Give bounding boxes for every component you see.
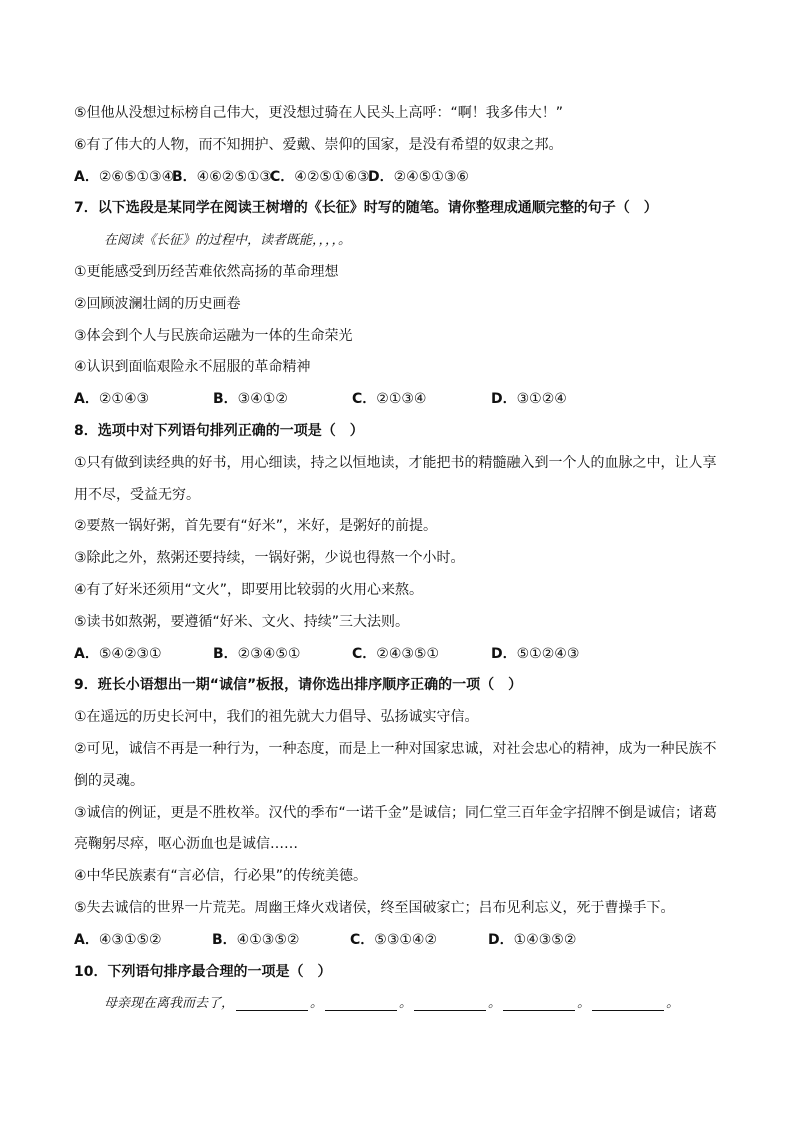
option-c[interactable]: C．④②⑤①⑥③ <box>270 168 370 185</box>
separator: 。 <box>666 996 680 1012</box>
blank <box>236 996 308 1011</box>
q8-item: ④有了好米还须用“文火”，即要用比较弱的火用心来熬。 <box>74 581 424 598</box>
q8-item: ②要熬一锅好粥，首先要有“好米”，米好，是粥好的前提。 <box>74 518 438 535</box>
q7-item: ④认识到面临艰险永不屈服的革命精神 <box>74 359 311 376</box>
q9-item: ③诚信的例证，更是不胜枚举。汉代的季布“一诺千金”是诚信；同仁堂三百年金字招牌不倒是诚信；诸葛 <box>74 804 718 821</box>
option-d[interactable]: D．⑤①②④③ <box>491 645 580 662</box>
option-d[interactable]: D．②④⑤①③⑥ <box>368 168 469 185</box>
blank <box>503 996 575 1011</box>
q8-item: ①只有做到读经典的好书，用心细读，持之以恒地读，才能把书的精髓融入到一个人的血脉之中，让人享 <box>74 454 717 471</box>
blank <box>592 996 664 1011</box>
option-c[interactable]: C．⑤③①④② <box>350 931 438 948</box>
q7-item: ①更能感受到历经苦难依然高扬的革命理想 <box>74 263 339 280</box>
question-9-stem: 9．班长小语想出一期“诚信”板报，请你选出排序顺序正确的一项（ ） <box>74 677 523 694</box>
option-d[interactable]: D．①④③⑤② <box>488 931 577 948</box>
handwritten-prefix: 母亲现在离我而去了， <box>104 996 235 1012</box>
option-b[interactable]: B．④①③⑤② <box>212 931 300 948</box>
q9-item-cont: 亮鞠躬尽瘁，呕心沥血也是诚信…… <box>74 836 298 853</box>
q7-options <box>74 384 724 416</box>
option-b[interactable]: B．④⑥②⑤①③ <box>172 168 272 185</box>
option-a[interactable]: A．②⑥⑤①③④ <box>74 168 175 185</box>
blank <box>325 996 397 1011</box>
q9-item-cont: 倒的灵魂。 <box>74 772 144 789</box>
separator: 。 <box>488 996 502 1012</box>
handwritten-prompt: 在阅读《长征》的过程中，读者既能，，，，。 <box>104 233 352 249</box>
q9-item: ②可见，诚信不再是一种行为，一种态度，而是上一种对国家忠诚，对社会忠心的精神，成为一种民族不 <box>74 740 717 757</box>
q6-options <box>74 162 724 194</box>
separator: 。 <box>577 996 591 1012</box>
question-8-stem: 8．选项中对下列语句排列正确的一项是（ ） <box>74 422 364 439</box>
q7-item: ③体会到个人与民族命运融为一体的生命荣光 <box>74 327 353 344</box>
blank <box>414 996 486 1011</box>
q8-options <box>74 639 724 671</box>
text-line: ⑤但他从没想过标榜自己伟大，更没想过骑在人民头上高呼：“啊！我多伟大！” <box>74 105 564 121</box>
question-7-stem: 7．以下选段是某同学在阅读王树增的《长征》时写的随笔。请你整理成通顺完整的句子（ ） <box>74 200 658 217</box>
option-a[interactable]: A．②①④③ <box>74 391 150 408</box>
q7-item: ②回顾波澜壮阔的历史画卷 <box>74 295 241 312</box>
separator: 。 <box>310 996 324 1012</box>
option-b[interactable]: B．③④①② <box>213 391 288 408</box>
question-10-stem: 10．下列语句排序最合理的一项是（ ） <box>74 963 332 980</box>
option-a[interactable]: A．⑤④②③① <box>74 645 162 662</box>
q8-item-cont: 用不尽，受益无穷。 <box>74 486 200 503</box>
q9-options <box>74 925 724 957</box>
option-b[interactable]: B．②③④⑤① <box>213 645 301 662</box>
document-body <box>74 98 724 1020</box>
separator: 。 <box>399 996 413 1012</box>
q9-item: ⑤失去诚信的世界一片荒芜。周幽王烽火戏诸侯，终至国破家亡；吕布见利忘义，死于曹操手下。 <box>74 899 675 916</box>
q9-item: ④中华民族素有“言必信，行必果”的传统美德。 <box>74 868 368 885</box>
option-c[interactable]: C．②④③⑤① <box>352 645 440 662</box>
q8-item: ③除此之外，熬粥还要持续，一锅好粥，少说也得熬一个小时。 <box>74 550 465 567</box>
q8-item: ⑤读书如熬粥，要遵循“好米、文火、持续”三大法则。 <box>74 613 410 630</box>
option-d[interactable]: D．③①②④ <box>491 391 567 408</box>
option-a[interactable]: A．④③①⑤② <box>74 931 162 948</box>
handwritten-blanks <box>74 988 724 1020</box>
q9-item: ①在遥远的历史长河中，我们的祖先就大力倡导、弘扬诚实守信。 <box>74 709 479 726</box>
option-c[interactable]: C．②①③④ <box>352 391 427 408</box>
text-line: ⑥有了伟大的人物，而不知拥护、爱戴、崇仰的国家，是没有希望的奴隶之邦。 <box>74 136 563 153</box>
